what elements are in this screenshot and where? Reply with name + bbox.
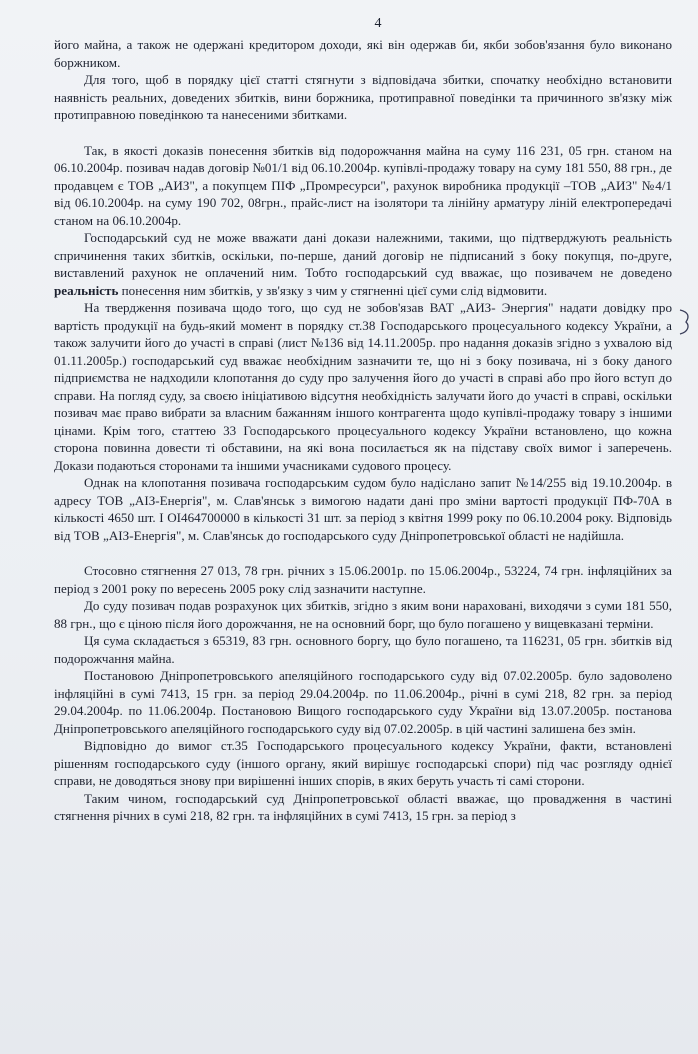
paragraph-12: Таким чином, господарський суд Дніпропетровської області вважає, що провадження в частині стягнення річних в сумі 218, 82 грн. та інфляційних в сумі 7413, 15 грн. за період з (54, 790, 672, 823)
paragraph-1: його майна, а також не одержані кредитором доходи, які він одержав би, якби зобов'язання було виконано боржником. (54, 37, 672, 70)
paragraph-spacer (54, 124, 672, 142)
emphasis-reality: реальність (54, 282, 119, 298)
paragraph-7: Стосовно стягнення 27 013, 78 грн. річних з 15.06.2001р. по 15.06.2004р., 53224, 74 грн. інфляційних за період з 2001 року по вересень 2005 року слід зазначити наступне. (54, 563, 672, 596)
paragraph-3: Так, в якості доказів понесення збитків від подорожчання майна на суму 116 231, 05 грн. станом на 06.10.2004р. позивач надав договір №01/1 від 06.10.2004р. купівлі-продажу товару на суму 181 550, 88 грн., де продавцем є ТОВ „АИЗ", а покупцем ПІФ „Промресурси", рахунок виробника продукції –ТОВ „АИЗ" №4/1 від 06.10.2004р. на суму 190 702, 08грн., прайс-лист на ізолятори та лінійну арматуру ліній електропередачі станом на 06.10.2004р. (54, 142, 672, 228)
paragraph-9: Ця сума складається з 65319, 83 грн. основного боргу, що було погашено, та 116231, 05 грн. збитків від подорожчання майна. (54, 633, 672, 666)
paragraph-4-tail: понесення ним збитків, у зв'язку з чим у стягненні цієї суми слід відмовити. (121, 282, 548, 298)
paragraph-10: Постановою Дніпропетровського апеляційного господарського суду від 07.02.2005р. було задоволено інфляційні в сумі 7413, 15 грн. за період 29.04.2004р. по 11.06.2004р., річні в сумі 218, 82 грн. за період 29.04.2004р. по 11.06.2004р. Постановою Вищого господарського суду України від 13.07.2005р. постанова Дніпропетровського апеляційного господарського суду від 07.02.2005р. в цій частині залишена без змін. (54, 668, 672, 736)
paragraph-11: Відповідно до вимог ст.35 Господарського процесуального кодексу України, факти, встановлені рішенням господарського суду (іншого органу, який вирішує господарські спори) під час розгляду однієї справи, не доводяться знову при вирішенні інших спорів, в яких беруть участь ті самі сторони. (54, 738, 672, 788)
paragraph-8: До суду позивач подав розрахунок цих збитків, згідно з яким вони нараховані, виходячи з суми 181 550, 88 грн., що є ціною після його дорожчання, не на основний борг, що було погашено у вищевказані терміни. (54, 598, 672, 631)
paragraph-4-text: Господарський суд не може вважати дані докази належними, такими, що підтверджують реальність спричинення таких збитків, оскільки, по-перше, даний договір не підписаний з боку покупця, по-друге, виставлений рахунок не оплачений ним. Тобто господарський суд вважає, що позивачем не доведено (54, 230, 672, 280)
page-number: 4 (374, 16, 382, 31)
paragraph-4 (54, 229, 672, 299)
paragraph-5: На твердження позивача щодо того, що суд не зобов'язав ВАТ „АИЗ- Энергия" надати довідку про вартість продукції на будь-який момент в порядку ст.38 Господарського процесуального кодексу України, а також залучити його до участі в справі (лист №136 від 14.11.2005р. про надання доказів згідно з ухвалою від 01.11.2005р.) господарський суд вважає необхідним зазначити те, що ні з боку позивача, ні з боку даного підприємства не надходили клопотання до суду про залучення його до участі в справі або про його вступ до справи. На погляд суду, за своєю ініціативою відсутня необхідність залучати його до участі в справі, оскільки позивач має право вибрати за власним бажанням іншого контрагента щодо купівлі-продажу товару з іншими цінами. Крім того, статтею 33 Господарського процесуального кодексу України встановлено, що кожна сторона повинна довести ті обставини, на які вона посилається як на підставу своїх вимог і заперечень. Докази подаються сторонами та іншими учасниками судового процесу. (54, 300, 672, 473)
paragraph-spacer (54, 544, 672, 562)
paragraph-2: Для того, щоб в порядку цієї статті стягнути з відповідача збитки, спочатку необхідно встановити наявність реальних, доведених збитків, вини боржника, протиправної поведінки та причинного зв'язку між протиправною поведінкою та нанесеними збитками. (54, 72, 672, 122)
handwritten-bracket-mark (678, 308, 692, 336)
paragraph-6: Однак на клопотання позивача господарським судом було надіслано запит №14/255 від 19.10.2004р. в адресу ТОВ „АІЗ-Енергія", м. Слав'янськ з вимогою надати дані про зміни вартості продукції ПФ-70А в кількості 4650 шт. І ОІ464700000 в кількості 31 шт. за період з квітня 1999 року по 06.10.2004 року. Відповідь від ТОВ „АІЗ-Енергія", м. Слав'янськ до господарського суду Дніпропетровської області не надійшла. (54, 475, 672, 543)
